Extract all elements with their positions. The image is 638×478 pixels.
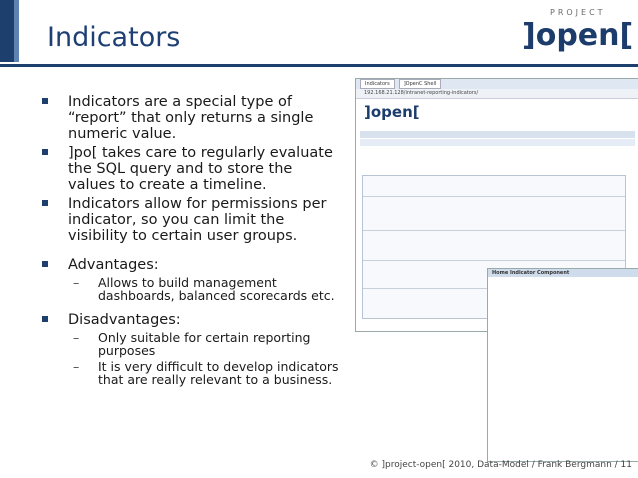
disadvantages-heading: Disadvantages: xyxy=(40,312,340,328)
component-title: Home Indicator Component xyxy=(488,269,638,277)
app-submenu-bar xyxy=(360,139,635,146)
disadvantages-subitem: – Only suitable for certain reporting purposes xyxy=(40,331,340,357)
browser-tab[interactable]: ]OpenC Shell xyxy=(399,79,442,89)
bullet-list xyxy=(40,94,340,386)
logo-prefix: PROJECT xyxy=(550,8,606,17)
home-indicator-component xyxy=(487,268,638,462)
browser-tab-bar xyxy=(356,79,638,89)
bullet-item: ]po[ takes care to regularly evaluate the SQL query and to store the values to create a timeline. xyxy=(40,145,340,193)
table-divider xyxy=(363,260,625,261)
project-open-logo xyxy=(520,8,634,54)
table-divider xyxy=(363,196,625,197)
advantages-heading: Advantages: xyxy=(40,257,340,273)
bullet-item: Indicators allow for permissions per indicator, so you can limit the visibility to certain user groups. xyxy=(40,196,340,244)
address-bar[interactable]: 192.168.21.128/intranet-reporting-indicators/ xyxy=(356,89,638,99)
slide-accent-bar-light xyxy=(14,0,19,62)
disadvantages-subitem: – It is very difficult to develop indicators that are really relevant to a business. xyxy=(40,360,340,386)
browser-tab[interactable]: Indicators xyxy=(360,79,395,89)
bullet-item: Indicators are a special type of “report” that only returns a single numeric value. xyxy=(40,94,340,142)
table-divider xyxy=(363,230,625,231)
app-logo: ]open[ xyxy=(364,103,420,121)
slide-title: Indicators xyxy=(47,22,181,53)
slide-footer: © ]project-open[ 2010, Data-Model / Frank Bergmann / 11 xyxy=(369,460,632,470)
logo-main: ]open[ xyxy=(522,18,634,53)
slide-accent-bar xyxy=(0,0,14,62)
advantages-subitem: – Allows to build management dashboards, balanced scorecards etc. xyxy=(40,276,340,302)
app-menu-bar xyxy=(360,131,635,138)
title-underline xyxy=(0,64,638,67)
